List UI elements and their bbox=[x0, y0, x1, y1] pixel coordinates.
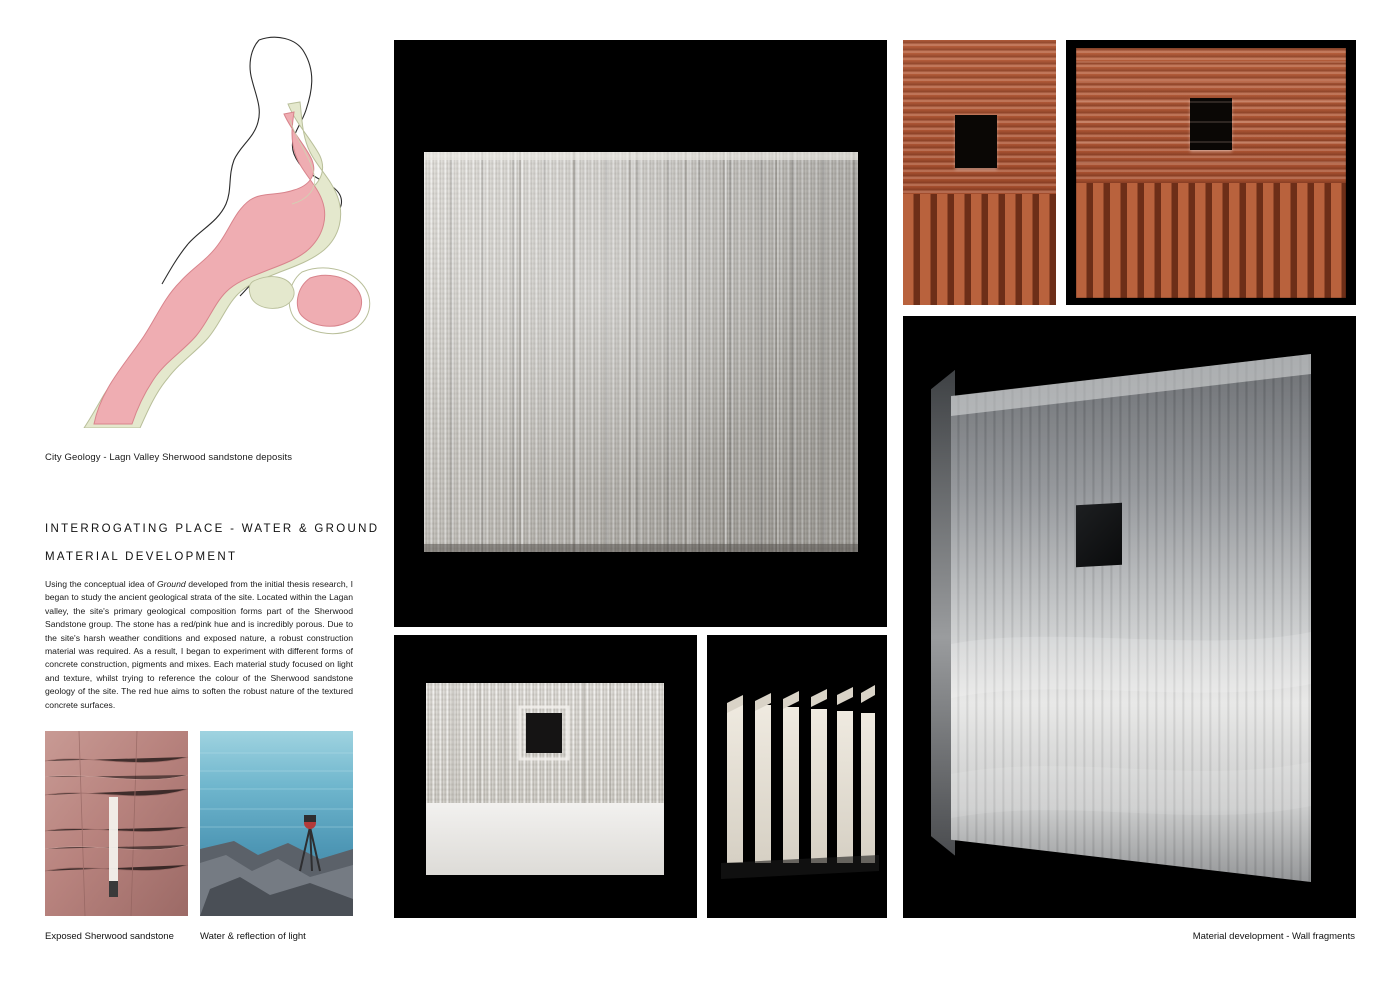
wall-fragment bbox=[931, 354, 1335, 882]
map-caption: City Geology - Lagn Valley Sherwood sandstone deposits bbox=[45, 452, 293, 463]
body-part-1: Using the conceptual idea of bbox=[45, 579, 157, 589]
panel-red-cast-detail bbox=[903, 40, 1056, 305]
body-text bbox=[45, 578, 353, 712]
caption-water-reflection: Water & reflection of light bbox=[200, 931, 306, 942]
caption-exposed-sandstone: Exposed Sherwood sandstone bbox=[45, 931, 174, 942]
panel-red-cast-full bbox=[1066, 40, 1356, 305]
red-cast-fins bbox=[903, 194, 1056, 305]
body-emphasis: Ground bbox=[156, 579, 186, 589]
photo-exposed-sandstone bbox=[45, 731, 188, 916]
red-cast-window-opening bbox=[955, 115, 997, 168]
panel-wall-fragment-render bbox=[903, 316, 1356, 918]
red-cast-board bbox=[1076, 48, 1346, 298]
panel-white-cast-window bbox=[394, 635, 697, 918]
ribbed-cast-slab bbox=[424, 152, 858, 552]
caption-wall-fragments: Material development - Wall fragments bbox=[1192, 931, 1355, 942]
body-part-2: developed from the initial thesis research, I began to study the ancient geological strata of the site. Located within the Lagan valley, the site's primary geological composition forms part of the Sherwood Sandstone group. The stone has a red/pink hue and is incredibly porous. Due to the site's harsh weather conditions and exposed nature, a robust construction material was required. As a result, I began to experiment with different forms of concrete construction, pigments and mixes. Each material study focused on light and texture, whilst trying to reference the colour of the Sherwood sandstone geology of the site. The red hue aims to soften the robust nature of the textured concrete surfaces. bbox=[45, 579, 353, 710]
panel-cast-fins bbox=[707, 635, 887, 918]
page-title: INTERROGATING PLACE - WATER & GROUND bbox=[45, 523, 380, 535]
page-subtitle: MATERIAL DEVELOPMENT bbox=[45, 551, 238, 563]
city-geology-map bbox=[44, 28, 389, 428]
panel-main-ribbed-cast bbox=[394, 40, 887, 627]
photo-water-reflection bbox=[200, 731, 353, 916]
